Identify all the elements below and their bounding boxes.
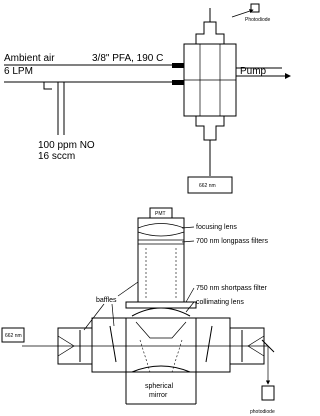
- bottom-photodiode-label: photodiode: [250, 409, 275, 415]
- tubing-label: 3/8" PFA, 190 C: [92, 53, 164, 64]
- shortpass-label: 750 nm shortpass filter: [196, 285, 267, 292]
- longpass-label: 700 nm longpass filters: [196, 238, 268, 245]
- tube-cut-upper: [44, 82, 52, 89]
- mirror-ray-left: [140, 340, 150, 372]
- top-laser-label: 662 nm: [199, 183, 216, 189]
- bottom-panel: [2, 208, 275, 415]
- baffles-leader-3: [118, 282, 138, 296]
- no-flow-label: 16 sccm: [38, 151, 76, 162]
- inlet-fitting-upper: [172, 63, 184, 68]
- top-photodiode-box: [251, 4, 259, 12]
- baffles-leader-1: [84, 304, 104, 330]
- cell-lower-neck: [196, 116, 224, 140]
- top-panel: [4, 4, 290, 193]
- top-photodiode-label: Photodiode: [245, 17, 271, 23]
- top-beam-arrow: [232, 10, 253, 17]
- mirror-label-line1: spherical: [145, 383, 174, 390]
- no-label: 100 ppm NO: [38, 140, 95, 151]
- flow-rate-label: 6 LPM: [4, 66, 33, 77]
- bottom-photodiode-box: [262, 386, 274, 400]
- mirror-ray-right: [172, 340, 182, 372]
- baffle-left-2: [110, 326, 116, 362]
- mirror-label-line2: mirror: [149, 392, 168, 399]
- collimating-lens-shape: [132, 308, 190, 316]
- shortpass-leader: [186, 288, 194, 302]
- ambient-air-label: Ambient air: [4, 53, 55, 64]
- cell-inner-cone: [136, 322, 186, 338]
- spherical-mirror-shape: [132, 366, 190, 372]
- baffle-right-2: [206, 326, 212, 362]
- bottom-laser-label: 662 nm: [5, 333, 22, 339]
- shortpass-filter-plate: [126, 302, 196, 308]
- baffles-leader-2: [112, 304, 114, 326]
- pmt-label: PMT: [155, 211, 166, 217]
- pump-label: Pump: [240, 66, 267, 77]
- focusing-lens-label: focusing lens: [196, 224, 237, 231]
- collimating-lens-label: collimating lens: [196, 299, 244, 306]
- detector-column: [138, 218, 184, 302]
- baffles-label: baffles: [96, 297, 117, 304]
- inlet-fitting-lower: [172, 80, 184, 85]
- cell-upper-neck: [196, 22, 224, 44]
